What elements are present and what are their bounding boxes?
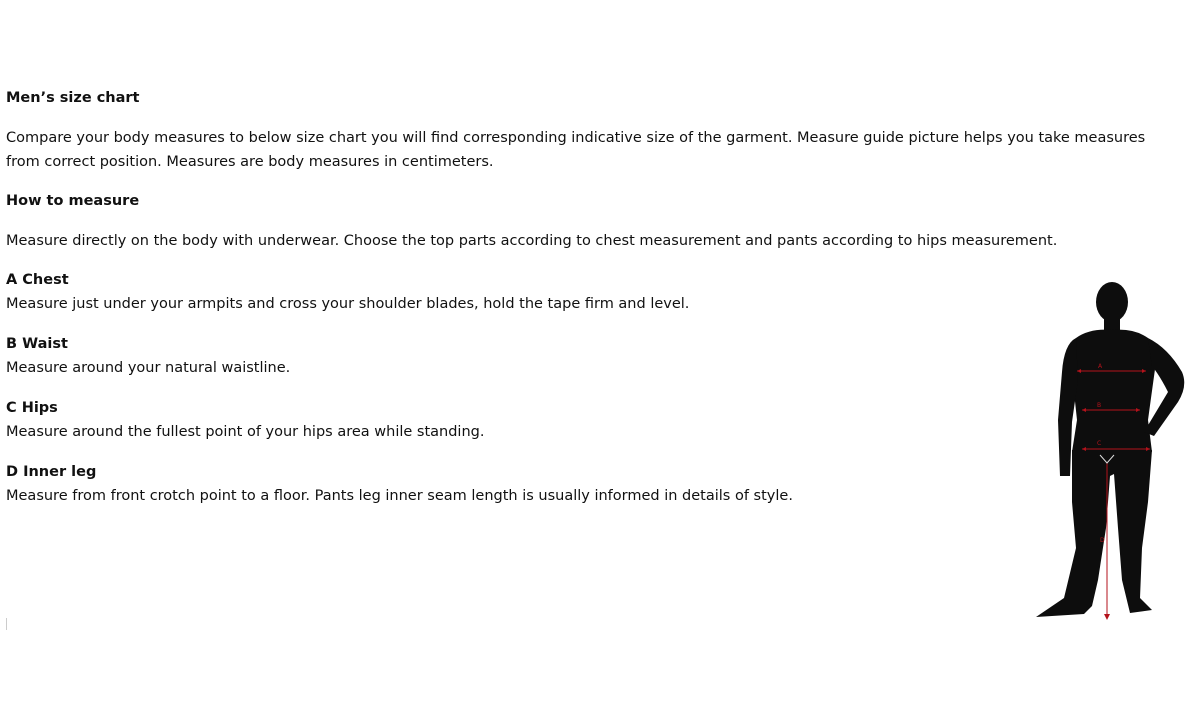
silhouette-torso xyxy=(1072,330,1156,452)
label-b: B xyxy=(1097,402,1102,409)
measure-waist-title: B Waist xyxy=(6,336,68,352)
measure-inner-leg-title: D Inner leg xyxy=(6,464,97,480)
measure-inner-leg-description: Measure from front crotch point to a floor. Pants leg inner seam length is usually informed in details of style. xyxy=(6,488,793,504)
inner-leg-arrow-down xyxy=(1104,614,1110,620)
silhouette-legs xyxy=(1036,450,1152,617)
label-c: C xyxy=(1097,440,1102,447)
how-to-measure-text: Measure directly on the body with underwear. Choose the top parts according to chest measurement and pants according to hips measurement. xyxy=(6,233,1058,249)
label-a: A xyxy=(1098,363,1103,370)
measure-chest-title: A Chest xyxy=(6,272,69,288)
label-d: D xyxy=(1100,537,1105,544)
divider-mark xyxy=(6,618,7,630)
silhouette-head xyxy=(1096,282,1128,322)
measure-hips-title: C Hips xyxy=(6,400,58,416)
page-title: Men’s size chart xyxy=(6,90,140,106)
body-measure-guide-figure xyxy=(1030,280,1195,625)
how-to-measure-heading: How to measure xyxy=(6,193,140,209)
measure-hips-description: Measure around the fullest point of your hips area while standing. xyxy=(6,424,485,440)
intro-line-1: Compare your body measures to below size chart you will find corresponding indicative size of the garment. Measure guide picture helps you take measures xyxy=(6,130,1146,146)
intro-line-2: from correct position. Measures are body measures in centimeters. xyxy=(6,154,494,170)
measure-chest-description: Measure just under your armpits and cross your shoulder blades, hold the tape firm and level. xyxy=(6,296,690,312)
measure-waist-description: Measure around your natural waistline. xyxy=(6,360,291,376)
